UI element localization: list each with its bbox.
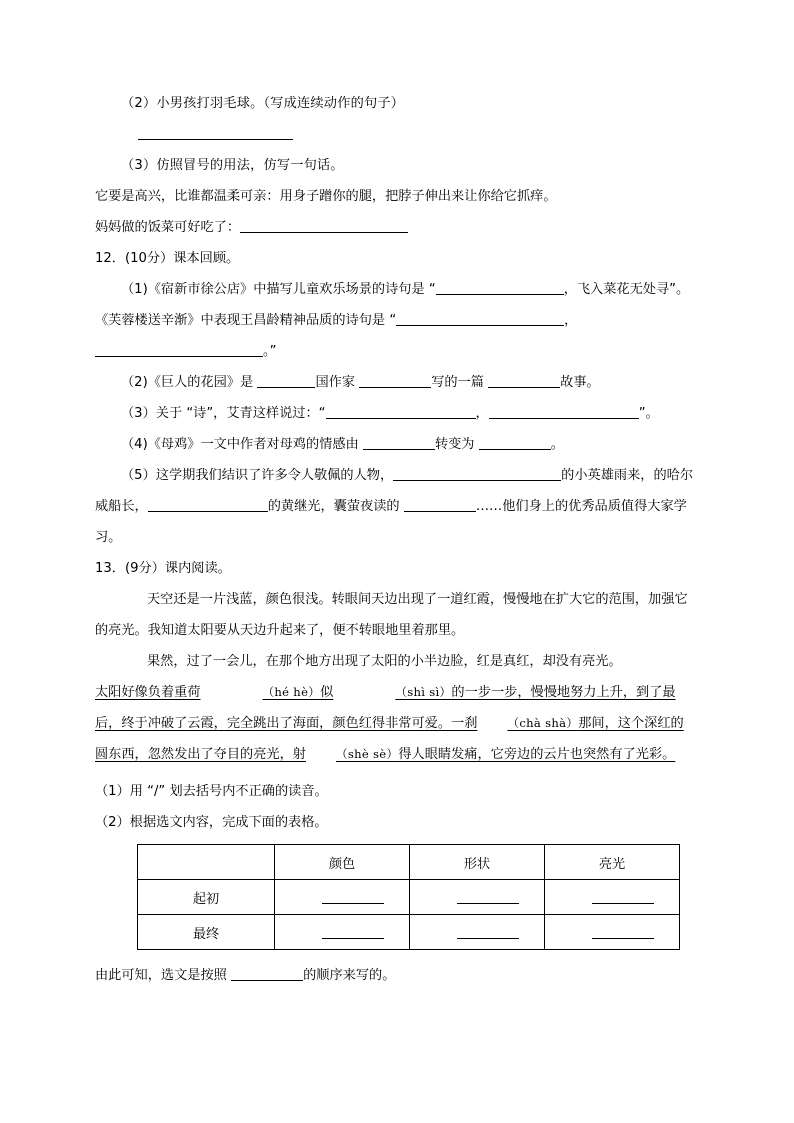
question-12-item-4 <box>95 429 695 460</box>
answer-blank[interactable] <box>322 890 384 904</box>
question-12-4-blank-2[interactable] <box>479 436 551 450</box>
reading-passage-paragraph-3 <box>95 677 695 770</box>
table-cell-initial-color[interactable] <box>275 880 410 915</box>
table-header-row <box>138 845 680 880</box>
table-row-label-initial: 起初 <box>138 880 275 915</box>
pinyin-choice-3[interactable]: （chà shà） <box>507 716 579 730</box>
table-cell-initial-brightness[interactable] <box>545 880 680 915</box>
question-12-item-2 <box>95 367 695 398</box>
question-12-5-text-d: 的黄继光，囊萤夜读的 <box>267 499 400 514</box>
pinyin-choice-4[interactable]: （shè sè） <box>336 747 399 761</box>
question-12-4-text-a: （4)《母鸡》一文中作者对母鸡的情感由 <box>121 437 359 452</box>
question-11-3-prompt-row <box>95 212 695 243</box>
question-12-item-3 <box>95 398 695 429</box>
reading-analysis-table <box>137 844 680 950</box>
conclusion-text-a: 由此可知，选文是按照 <box>95 968 227 983</box>
question-12-3-text-a: （3）关于 “诗”，艾青这样说过：“ <box>121 406 326 421</box>
table-header-color: 颜色 <box>275 845 410 880</box>
answer-blank[interactable] <box>457 925 519 939</box>
question-12-5-text-c: 的哈尔威船长， <box>95 468 694 514</box>
question-12-4-text-c: 。 <box>550 437 564 452</box>
question-12-5-text-a: （5）这学期我们结识了许多令人敬佩的人物， <box>121 468 394 483</box>
table-row-label-final: 最终 <box>138 915 275 950</box>
question-12-2-text-a: （2)《巨人的花园》是 <box>121 375 254 390</box>
question-12-2-blank-3[interactable] <box>488 374 560 388</box>
question-13-header: 13．(9分）课内阅读。 <box>95 561 231 576</box>
question-12-5-text-e: ……他们身上的优秀品质值得大家学习。 <box>95 499 687 545</box>
passage-3-text-c: 的一步一步，慢慢地努力上升，到了最后，终于冲破了云霞，完全跳出了海面，颜色红得非常可爱。一刹 <box>95 685 676 731</box>
table-header-corner <box>138 845 275 880</box>
table-cell-final-shape[interactable] <box>410 915 545 950</box>
page-content <box>95 88 695 991</box>
answer-blank[interactable] <box>457 890 519 904</box>
question-12-1-text-d: 。” <box>263 344 277 359</box>
reading-passage-paragraph-2: 果然，过了一会儿，在那个地方出现了太阳的小半边脸，红是真红，却没有亮光。 <box>147 654 622 669</box>
table-cell-final-color[interactable] <box>275 915 410 950</box>
table-cell-initial-shape[interactable] <box>410 880 545 915</box>
question-12-2-text-d: 故事。 <box>560 375 600 390</box>
table-header-shape: 形状 <box>410 845 545 880</box>
question-12-header: 12．(10分）课本回顾。 <box>95 251 240 266</box>
passage-3-text-d: 那间，这个深红的圆东西，忽然发出了夺目的亮光，射 <box>95 716 684 762</box>
question-11-3-label: （3）仿照冒号的用法，仿写一句话。 <box>121 158 344 173</box>
question-12-item-5 <box>95 460 695 553</box>
question-13-conclusion <box>95 960 695 991</box>
question-13-1-label: （1）用 “/” 划去括号内不正确的读音。 <box>95 784 328 799</box>
question-12-5-text-b: 的小英雄雨来， <box>561 468 654 483</box>
conclusion-blank[interactable] <box>231 967 303 981</box>
question-12-1-blank-1[interactable] <box>436 281 564 295</box>
question-12-1-text-b: ，飞入菜花无处寻”。《芙蓉楼送辛渐》中表现王昌龄精神品质的诗句是 “ <box>95 282 690 328</box>
question-12-3-text-b: ， <box>475 406 489 421</box>
question-11-2-answer-rule[interactable] <box>95 119 695 150</box>
question-12-1-text-c: ， <box>564 313 578 328</box>
answer-blank[interactable] <box>592 925 654 939</box>
table-row <box>138 915 680 950</box>
question-12-5-blank-2[interactable] <box>148 498 268 512</box>
question-11-2-label: （2）小男孩打羽毛球。（写成连续动作的句子） <box>121 96 405 111</box>
answer-blank[interactable] <box>592 890 654 904</box>
table-header-brightness: 亮光 <box>545 845 680 880</box>
question-12-5-blank-3[interactable] <box>404 498 476 512</box>
table-row <box>138 880 680 915</box>
question-12-4-blank-1[interactable] <box>363 436 435 450</box>
passage-3-text-e: 得人眼睛发痛，它旁边的云片也突然有了光彩。 <box>398 747 676 762</box>
passage-3-text-b: 似 <box>320 685 334 700</box>
question-12-1-text-a: （1)《宿新市徐公店》中描写儿童欢乐场景的诗句是 “ <box>121 282 436 297</box>
table-cell-final-brightness[interactable] <box>545 915 680 950</box>
question-11-3-prompt-text: 妈妈做的饭菜可好吃了： <box>95 220 241 235</box>
question-12-4-text-b: 转变为 <box>434 437 475 452</box>
reading-passage-paragraph-1: 天空还是一片浅蓝，颜色很浅。转眼间天边出现了一道红霞，慢慢地在扩大它的范围，加强它的亮光。我知道太阳要从天边升起来了，便不转眼地里着那里。 <box>95 592 688 638</box>
question-12-1-blank-3[interactable] <box>95 343 263 357</box>
question-12-5-blank-1[interactable] <box>393 467 561 481</box>
question-12-3-text-c: ”。 <box>638 406 659 421</box>
pinyin-choice-2[interactable]: （shì sì） <box>395 685 452 699</box>
question-12-2-blank-2[interactable] <box>359 374 431 388</box>
question-12-2-blank-1[interactable] <box>257 374 315 388</box>
question-12-item-1 <box>95 274 695 367</box>
passage-3-text-a: 太阳好像负着重荷 <box>95 685 201 700</box>
question-12-2-text-c: 写的一篇 <box>431 375 484 390</box>
question-11-3-answer-blank[interactable] <box>240 219 408 233</box>
answer-blank[interactable] <box>322 925 384 939</box>
pinyin-choice-1[interactable]: （hé hè） <box>262 685 321 699</box>
question-13-2-label: （2）根据选文内容，完成下面的表格。 <box>95 815 328 830</box>
conclusion-text-b: 的顺序来写的。 <box>303 968 396 983</box>
question-11-3-example-sentence: 它要是高兴，比谁都温柔可亲：用身子蹭你的腿，把脖子伸出来让你给它抓痒。 <box>95 189 557 204</box>
question-12-3-blank-1[interactable] <box>326 405 476 419</box>
question-12-2-text-b: 国作家 <box>315 375 355 390</box>
question-12-1-blank-2[interactable] <box>396 312 564 326</box>
question-12-3-blank-2[interactable] <box>489 405 639 419</box>
